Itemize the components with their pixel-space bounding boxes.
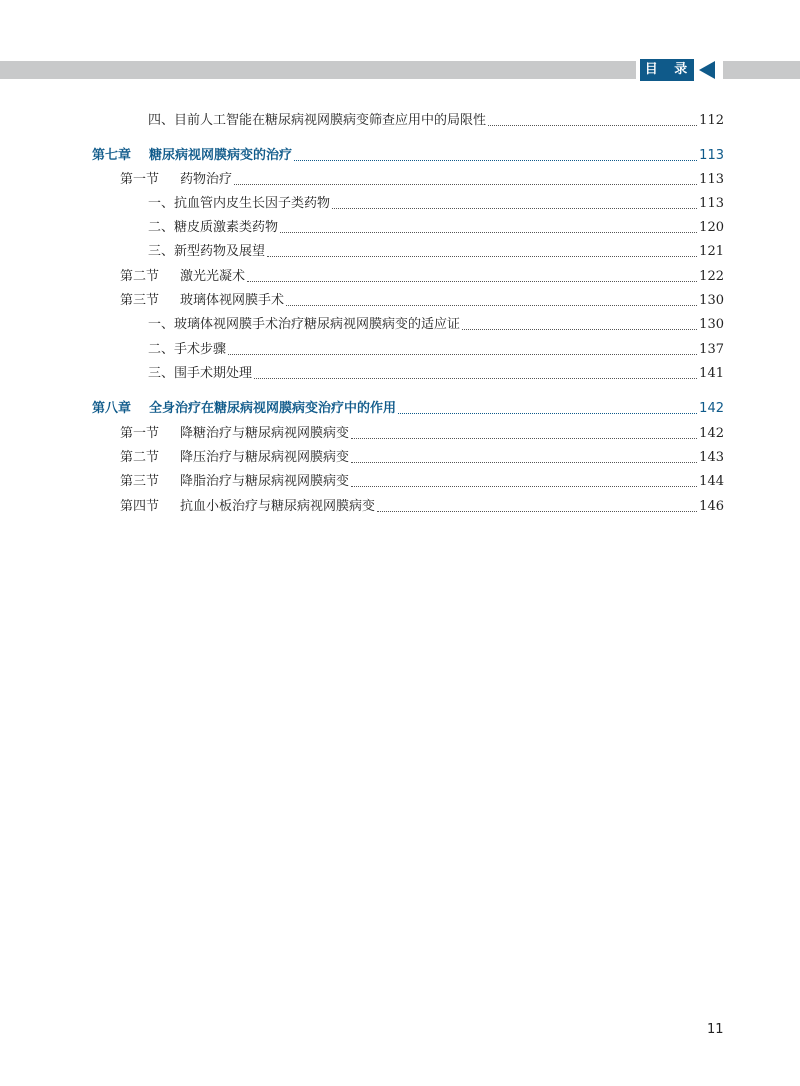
toc-section[interactable] [120,448,724,468]
dotted-leader [254,378,697,379]
toc-section-page: 144 [699,474,724,489]
toc-entry[interactable] [148,218,724,238]
toc-entry-title: 一、玻璃体视网膜手术治疗糖尿病视网膜病变的适应证 [148,317,461,332]
dotted-leader [228,354,697,355]
dotted-leader [488,125,697,126]
triangle-left-icon [699,61,715,79]
dotted-leader [462,329,697,330]
toc-entry-title: 三、新型药物及展望 [148,244,266,259]
toc-chapter-page: 142 [699,401,724,416]
toc-entry-title: 三、围手术期处理 [148,366,253,381]
toc-section-number: 第四节 [120,499,160,514]
toc-section-title: 降糖治疗与糖尿病视网膜病变 [180,426,350,441]
toc-entry[interactable] [148,364,724,384]
toc-chapter-title: 全身治疗在糖尿病视网膜病变治疗中的作用 [149,401,397,416]
toc-entry-title: 二、手术步骤 [148,342,227,357]
dotted-leader [398,413,697,414]
toc-section-page: 122 [699,269,724,284]
toc-section-number: 第三节 [120,293,160,308]
toc-chapter-number: 第八章 [92,401,132,416]
toc-section[interactable] [120,267,724,287]
page-number: 11 [707,1022,724,1037]
toc-chapter[interactable] [92,399,724,419]
toc-entry-page: 113 [699,196,724,211]
header-band-right [723,61,800,79]
dotted-leader [247,281,697,282]
toc-header-badge: 目 录 [640,59,694,81]
dotted-leader [286,305,697,306]
toc-chapter-page: 113 [699,148,724,163]
toc-chapter-title: 糖尿病视网膜病变的治疗 [149,148,293,163]
dotted-leader [332,208,697,209]
toc-entry-page: 130 [699,317,724,332]
header-band-left [0,61,636,79]
dotted-leader [351,438,697,439]
toc-entry-page: 137 [699,342,724,357]
toc-section-page: 143 [699,450,724,465]
toc-section-title: 抗血小板治疗与糖尿病视网膜病变 [180,499,376,514]
toc-section[interactable] [120,291,724,311]
toc-entry[interactable] [148,194,724,214]
toc-section[interactable] [120,472,724,492]
toc-section-title: 药物治疗 [180,172,233,187]
toc-section-number: 第二节 [120,269,160,284]
toc-section[interactable] [120,424,724,444]
toc-section-title: 降压治疗与糖尿病视网膜病变 [180,450,350,465]
toc-section-page: 146 [699,499,724,514]
toc-chapter[interactable] [92,146,724,166]
toc-section-number: 第一节 [120,426,160,441]
toc-entry-title: 二、糖皮质激素类药物 [148,220,279,235]
toc-entry-page: 120 [699,220,724,235]
dotted-leader [280,232,697,233]
toc-section-page: 142 [699,426,724,441]
toc-chapter-number: 第七章 [92,148,132,163]
toc-section-page: 113 [699,172,724,187]
toc-section-title: 降脂治疗与糖尿病视网膜病变 [180,474,350,489]
dotted-leader [377,511,697,512]
toc-entry-title: 一、抗血管内皮生长因子类药物 [148,196,331,211]
toc-entry[interactable] [148,340,724,360]
toc-entry-page: 141 [699,366,724,381]
toc-section[interactable] [120,497,724,517]
toc-entry-page: 112 [699,113,724,128]
toc-entry-page: 121 [699,244,724,259]
toc-entry[interactable] [148,315,724,335]
toc-section-title: 激光光凝术 [180,269,246,284]
toc-section-number: 第三节 [120,474,160,489]
dotted-leader [267,256,697,257]
toc-entry-title: 四、目前人工智能在糖尿病视网膜病变筛查应用中的局限性 [148,113,487,128]
toc-section-page: 130 [699,293,724,308]
toc-section[interactable] [120,170,724,190]
dotted-leader [351,486,697,487]
toc-section-number: 第一节 [120,172,160,187]
toc-section-title: 玻璃体视网膜手术 [180,293,285,308]
toc-section-number: 第二节 [120,450,160,465]
dotted-leader [294,160,697,161]
dotted-leader [234,184,697,185]
toc-entry[interactable] [148,111,724,131]
dotted-leader [351,462,697,463]
toc-entry[interactable] [148,242,724,262]
